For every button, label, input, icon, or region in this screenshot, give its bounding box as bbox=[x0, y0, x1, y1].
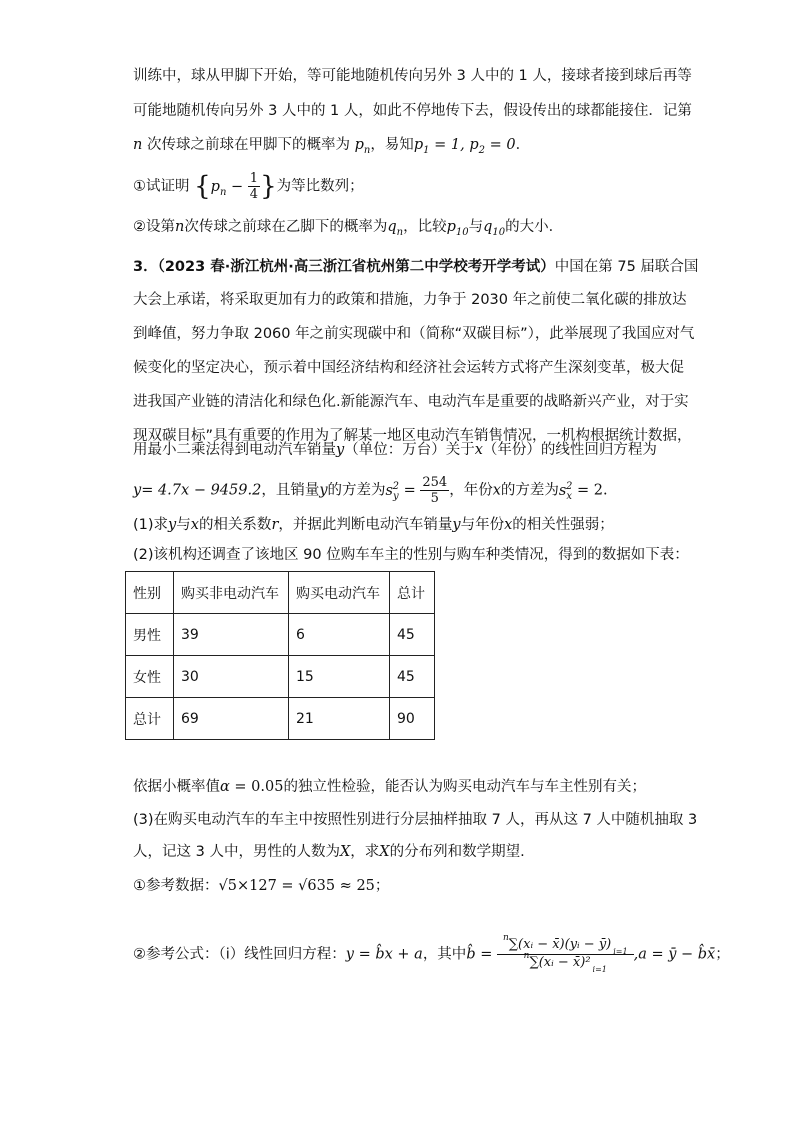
p3-line-4: 候变化的坚定决心，预示着中国经济结构和经济社会运转方式将产生深刻变革，极大促 bbox=[133, 360, 684, 376]
table-row bbox=[126, 698, 435, 740]
table-cell: 6 bbox=[289, 614, 390, 656]
p3-q3-line-2: 人，记这 3 人中，男性的人数为X，求X的分布列和数学期望. bbox=[133, 844, 525, 860]
table-cell: 69 bbox=[174, 698, 289, 740]
table-cell: 15 bbox=[289, 656, 390, 698]
table-row bbox=[126, 614, 435, 656]
b-hat-fraction: $\frac{^n\sum(xᵢ - x̄)(yᵢ - ȳ) _{i=1}}{^n\sum(xᵢ - x̄)^2 _{i=1}}$ bbox=[497, 937, 634, 972]
p3-line-6: 现双碳目标”具有重要的作用为了解某一地区电动汽车销售情况，一机构根据统计数据， bbox=[133, 428, 692, 444]
p3-q1: (1)求y与x的相关系数r，并据此判断电动汽车销量y与年份x的相关性强弱； bbox=[133, 517, 614, 533]
circ1-label: ①试证明 bbox=[133, 178, 190, 195]
var-pn: $p_n$ bbox=[354, 137, 371, 156]
p3-line-7: 用最小二乘法得到电动汽车销量y（单位：万台）关于x（年份）的线性回归方程为 bbox=[133, 442, 657, 458]
p3-q3-line-1: (3)在购买电动汽车的车主中按照性别进行分层抽样抽取 7 人，再从这 7 人中随机抽取 3 bbox=[133, 812, 698, 828]
p1-line-3c: ． bbox=[515, 137, 531, 153]
p1-line-1: 训练中，球从甲脚下开始，等可能地随机传向另外 3 人中的 1 人，接球者接到球后再等 bbox=[133, 68, 692, 84]
table-cell: 45 bbox=[390, 614, 435, 656]
right-brace: } bbox=[260, 171, 277, 202]
p3-alpha: 依据小概率值α = 0.05的独立性检验，能否认为购买电动汽车与车主性别有关； bbox=[133, 779, 646, 795]
table-cell: 21 bbox=[289, 698, 390, 740]
table-cell: 总计 bbox=[126, 698, 174, 740]
p3-ref-data: ①参考数据：√5×127 = √635 ≈ 25； bbox=[133, 878, 390, 894]
data-table bbox=[125, 571, 435, 740]
frac-1-4: $\frac{1}{4}$ bbox=[249, 171, 259, 202]
p1-line-2: 可能地随机传向另外 3 人中的 1 人，如此不停地传下去，假设传出的球都能接住．记第 bbox=[133, 103, 692, 119]
ref-data-math: √5×127 = √635 ≈ 25 bbox=[218, 878, 375, 894]
th-gender: 性别 bbox=[126, 572, 174, 614]
p3-line-8: y= 4.7x − 9459.2，且销量y的方差为$s_y^2$ = $\frac{254}{5}$ ，年份x的方差为$s_x^2 = 2$. bbox=[133, 475, 608, 506]
p1-circ1 bbox=[133, 171, 364, 202]
p3-line-5: 进我国产业链的清洁化和绿色化.新能源汽车、电动汽车是重要的战略新兴产业，对于实 bbox=[133, 394, 689, 410]
p1-line-3 bbox=[133, 135, 530, 157]
th-non-ev: 购买非电动汽车 bbox=[174, 572, 289, 614]
p3-q2: (2)该机构还调查了该地区 90 位购车车主的性别与购车种类情况，得到的数据如下表： bbox=[133, 547, 689, 563]
p3-ref-formula: ②参考公式：（i）线性回归方程：y = b̂x + a，其中b̂ = $\frac{^n\sum(xᵢ - x̄)(yᵢ - ȳ) _{i=1}}{^n\sum(xᵢ - x̄)^2 _{i=1}}$ ,a = ȳ − b̂x̄； bbox=[133, 933, 730, 974]
p3-source: 3．（2023 春·浙江杭州·高三浙江省杭州第二中学校考开学考试） bbox=[133, 259, 555, 275]
var-n: n bbox=[133, 137, 143, 153]
table-cell: 39 bbox=[174, 614, 289, 656]
table-header-row bbox=[126, 572, 435, 614]
var-y-frac: $\frac{254}{5}$ bbox=[422, 475, 448, 506]
p3-line-3: 到峰值，努力争取 2060 年之前实现碳中和（简称“双碳目标”），此举展现了我国应对气 bbox=[133, 326, 695, 342]
p1-circ2: ②设第n次传球之前球在乙脚下的概率为$q_n$，比较$p_{10}$与$q_{10}$的大小． bbox=[133, 219, 564, 238]
left-brace: { bbox=[194, 171, 211, 202]
p1-eq: $p_1 = 1$, $p_2 = 0$ bbox=[413, 137, 516, 156]
table-cell: 90 bbox=[390, 698, 435, 740]
p1-line-3a: 次传球之前球在甲脚下的概率为 bbox=[146, 137, 350, 153]
th-total: 总计 bbox=[390, 572, 435, 614]
th-ev: 购买电动汽车 bbox=[289, 572, 390, 614]
table-row bbox=[126, 656, 435, 698]
pn-expr: $p_n$ − bbox=[210, 178, 248, 198]
regression-eq: y= 4.7x − 9459.2 bbox=[133, 482, 262, 499]
circ1-end: 为等比数列； bbox=[276, 178, 364, 195]
p3-line-2: 大会上承诺，将采取更加有力的政策和措施，力争于 2030 年之前使二氧化碳的排放达 bbox=[133, 292, 687, 308]
table-cell: 男性 bbox=[126, 614, 174, 656]
table-cell: 30 bbox=[174, 656, 289, 698]
p1-line-3b: ，易知 bbox=[370, 137, 414, 153]
p3-header: 3．（2023 春·浙江杭州·高三浙江省杭州第二中学校考开学考试）中国在第 75 届联合国 bbox=[133, 259, 699, 275]
table-cell: 45 bbox=[390, 656, 435, 698]
table-cell: 女性 bbox=[126, 656, 174, 698]
